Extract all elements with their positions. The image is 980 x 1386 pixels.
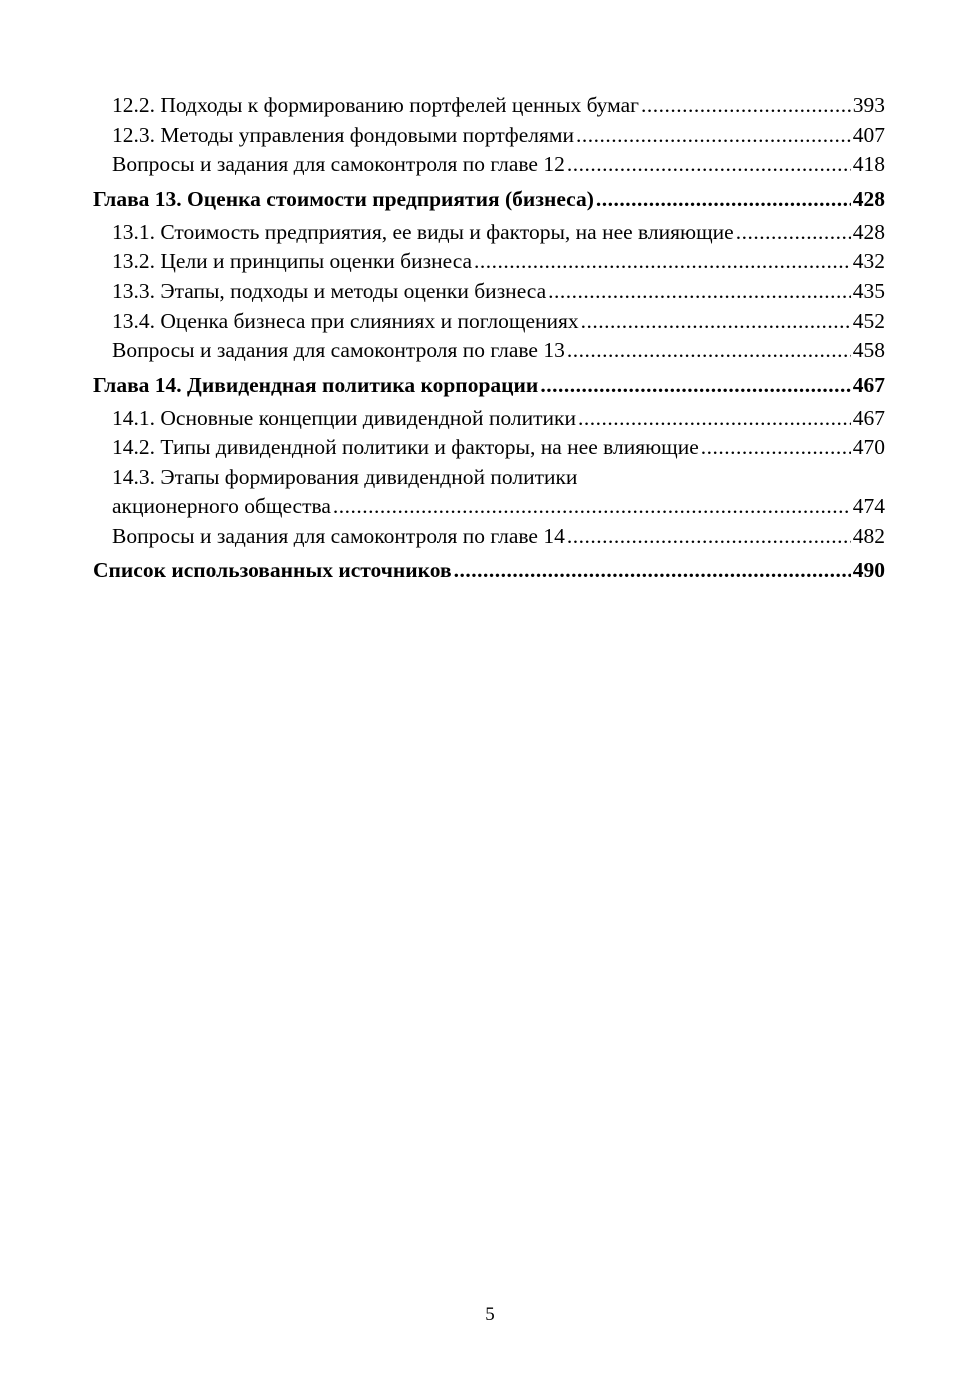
toc-entry-title: 12.3. Методы управления фондовыми портфелями [112,122,574,147]
toc-entry[interactable] [93,91,885,121]
dot-leader [641,91,851,121]
toc-chapter-title: Глава 13. Оценка стоимости предприятия (бизнеса) [93,186,594,211]
dot-leader [567,522,851,552]
toc-entry-title: 13.4. Оценка бизнеса при слияниях и поглощениях [112,308,579,333]
dot-leader [581,307,851,337]
toc-chapter-title: Список использованных источников [93,558,452,583]
toc-entry-multiline[interactable] [93,463,885,522]
dot-leader [474,247,851,277]
toc-entry-title-line1: 14.3. Этапы формирования дивидендной политики [112,464,578,489]
page-number: 5 [485,1304,495,1325]
dot-leader [576,121,851,151]
toc-entry-page: 458 [852,338,885,363]
toc-entry-page: 482 [852,523,885,548]
toc-entry-page: 407 [852,122,885,147]
toc-entry[interactable] [93,150,885,180]
toc-entry-title: 13.2. Цели и принципы оценки бизнеса [112,249,473,274]
dot-leader [701,433,851,463]
toc-entry[interactable] [93,307,885,337]
toc-entry[interactable] [93,404,885,434]
toc-entry-page: 474 [852,493,885,518]
toc-entry-page: 435 [852,278,885,303]
toc-entry[interactable] [93,247,885,277]
toc-entry[interactable] [93,522,885,552]
dot-leader [596,181,851,218]
toc-entry-title: 14.1. Основные концепции дивидендной политики [112,405,577,430]
dot-leader [578,404,851,434]
dot-leader [548,277,851,307]
toc-entry-page: 428 [852,219,885,244]
toc-chapter-title: Глава 14. Дивидендная политика корпорации [93,372,539,397]
dot-leader [736,218,851,248]
toc-entry[interactable] [93,277,885,307]
toc-entry-title: 13.1. Стоимость предприятия, ее виды и факторы, на нее влияющие [112,219,734,244]
toc-entry-title-line2: акционерного общества [112,493,331,518]
toc-entry[interactable] [93,336,885,366]
toc-entry[interactable] [93,121,885,151]
toc-chapter-page: 467 [852,372,885,397]
toc-entry-title: 13.3. Этапы, подходы и методы оценки бизнеса [112,278,547,303]
toc-entry-page: 467 [852,405,885,430]
toc-chapter-entry[interactable] [93,181,885,218]
dot-leader [567,150,851,180]
toc-entry-title: 12.2. Подходы к формированию портфелей ценных бумаг [112,93,639,117]
toc-entry-page: 432 [852,249,885,274]
toc-entry-page: 418 [852,152,885,177]
toc-entry-page: 470 [852,435,885,460]
toc-chapter-entry[interactable] [93,552,885,589]
toc-entry-page: 393 [852,93,885,117]
dot-leader [333,492,851,522]
toc-chapter-page: 490 [852,558,885,583]
toc-entry-page: 452 [852,308,885,333]
dot-leader [454,552,851,589]
toc-entry-title: Вопросы и задания для самоконтроля по главе 12 [112,152,565,177]
toc-chapter-page: 428 [852,186,885,211]
toc-entry-title: Вопросы и задания для самоконтроля по главе 13 [112,338,565,363]
toc-entry[interactable] [93,433,885,463]
dot-leader [567,336,851,366]
toc-entry-title: Вопросы и задания для самоконтроля по главе 14 [112,523,565,548]
dot-leader [540,367,850,404]
toc-entry[interactable] [93,218,885,248]
table-of-contents [93,91,885,589]
toc-entry-continuation [93,492,885,522]
toc-chapter-entry[interactable] [93,367,885,404]
toc-entry-title: 14.2. Типы дивидендной политики и факторы, на нее влияющие [112,435,699,460]
